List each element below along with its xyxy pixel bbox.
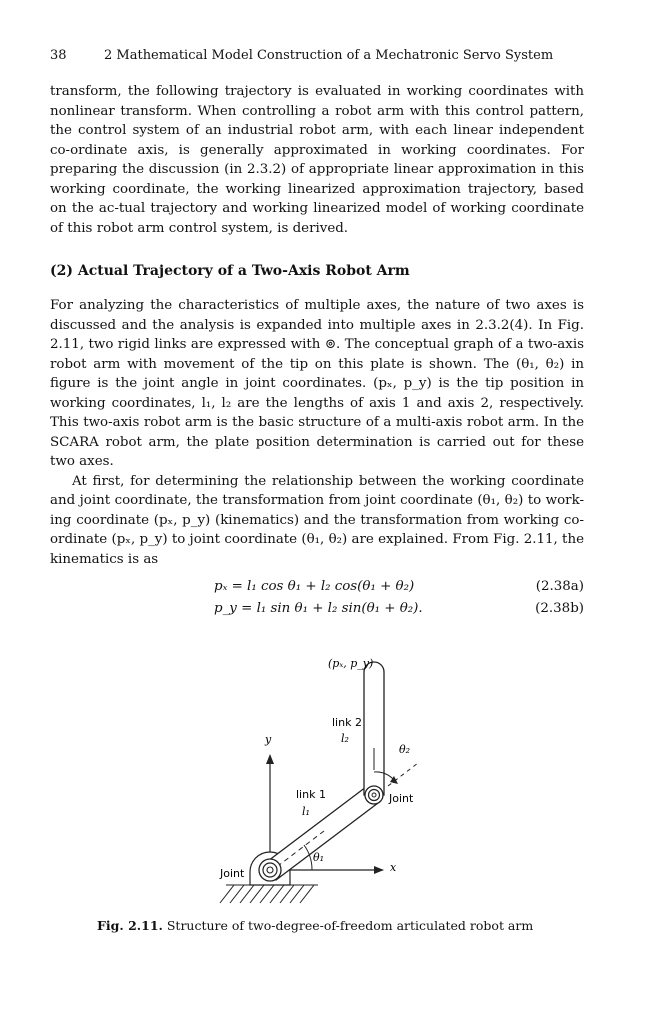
tip-position-label: (pₓ, p_y) xyxy=(328,657,374,670)
y-axis-label: y xyxy=(265,733,272,746)
intro-paragraph-text: transform, the following trajectory is evaluated in working coordinates with nonlinear transform. When controlling a robot arm with this control pattern, the control system of an industrial robot arm, with each linear independent co-ordinate axis, is generally approximated in working coordinates. For preparing the discussion (in 2.3.2) of appropriate linear approximation in this working coordinate, the working linearized approximation trajectory, based on the ac-tual trajectory and working linearized model of working coordinate of this robot arm control system, is derived. xyxy=(50,84,584,236)
section-heading: (2) Actual Trajectory of a Two-Axis Robot Arm xyxy=(50,263,410,279)
caption-text: Structure of two-degree-of-freedom articulated robot arm xyxy=(166,918,534,933)
section-paragraph-2: At first, for determining the relationship between the working coordinate and joint coordinate, the transformation from joint coordinate (θ₁, θ₂) to work-ing coordinate (pₓ, p_y) (kinematics) and the transformation from working co-ordinate (pₓ, p_y) to joint coordinate (θ₁, θ₂) are explained. From Fig. 2.11, the kinematics is as xyxy=(50,473,584,567)
theta1-label: θ₁ xyxy=(313,851,325,864)
elbow-joint-label: Joint xyxy=(389,792,414,805)
link-2-body xyxy=(364,662,384,795)
elbow-joint xyxy=(365,786,383,804)
link1-length-label: l₁ xyxy=(302,805,310,818)
base-joint xyxy=(259,859,281,881)
equation-number: (2.38b) xyxy=(535,601,584,616)
equation-2-38a xyxy=(50,577,584,597)
equation-2-38b xyxy=(50,599,584,619)
caption-label: Fig. 2.11. xyxy=(97,918,163,933)
base-joint-label: Joint xyxy=(220,867,245,880)
equation-expression: p_y = l₁ sin θ₁ + l₂ sin(θ₁ + θ₂). xyxy=(214,601,423,616)
robot-arm-diagram xyxy=(0,650,650,910)
running-header xyxy=(50,47,590,65)
link2-label: link 2 xyxy=(332,716,362,729)
x-axis-label: x xyxy=(390,861,397,874)
equation-expression: pₓ = l₁ cos θ₁ + l₂ cos(θ₁ + θ₂) xyxy=(214,579,415,594)
link2-length-label: l₂ xyxy=(341,732,349,745)
section-paragraph-1: For analyzing the characteristics of multiple axes, the nature of two axes is discussed and the analysis is expanded into multiple axes in 2.3.2(4). In Fig. 2.11, two rigid links are expressed with ⊚. The conceptual graph of a two-axis robot arm with movement of the tip on this plate is shown. The (θ₁, θ₂) in figure is the joint angle in joint coordinates. (pₓ, p_y) is the tip position in working coordinates, l₁, l₂ are the lengths of axis 1 and axis 2, respectively. This two-axis robot arm is the basic structure of a multi-axis robot arm. In the SCARA robot arm, the plate position determination is carried out for these two axes. xyxy=(50,298,584,469)
theta2-label: θ₂ xyxy=(399,743,411,756)
figure-caption xyxy=(97,918,617,934)
running-title: 2 Mathematical Model Construction of a Mechatronic Servo System xyxy=(104,48,554,63)
link1-label: link 1 xyxy=(296,788,326,801)
figure-2-11 xyxy=(0,650,650,910)
page-number: 38 xyxy=(50,48,67,63)
ground-hatching xyxy=(220,885,318,903)
equation-number: (2.38a) xyxy=(535,579,584,594)
section-body xyxy=(50,296,584,569)
intro-paragraph xyxy=(50,82,584,238)
